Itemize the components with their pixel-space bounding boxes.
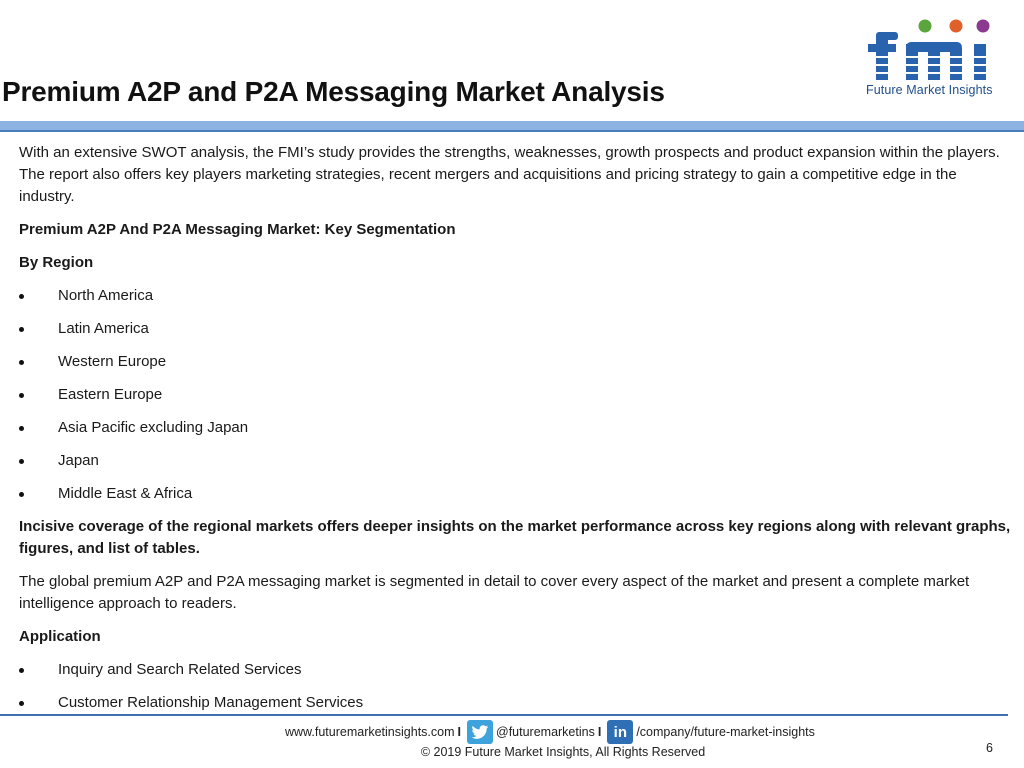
region-list-item: Japan bbox=[19, 450, 1011, 472]
application-list-item: Customer Relationship Management Services bbox=[19, 692, 1011, 714]
linkedin-link[interactable]: /company/future-market-insights bbox=[636, 725, 815, 739]
footer-contact-line bbox=[285, 721, 815, 743]
region-list-item: Latin America bbox=[19, 318, 1011, 340]
region-list-item: Western Europe bbox=[19, 351, 1011, 373]
logo-icon-person bbox=[950, 20, 963, 33]
logo-letter-i bbox=[974, 44, 986, 80]
global-market-note: The global premium A2P and P2A messaging market is segmented in detail to cover every aspect of the market and present a complete market intelligence approach to readers. bbox=[19, 573, 970, 612]
region-list-item: Eastern Europe bbox=[19, 384, 1011, 406]
bullet-icon bbox=[19, 668, 24, 673]
region-heading: By Region bbox=[19, 254, 94, 271]
logo-icon-map bbox=[919, 20, 932, 33]
bullet-icon bbox=[19, 360, 24, 365]
application-heading: Application bbox=[19, 628, 101, 645]
copyright-text: © 2019 Future Market Insights, All Rights Reserved bbox=[420, 745, 706, 759]
bullet-icon bbox=[19, 327, 24, 332]
bullet-icon bbox=[19, 701, 24, 706]
bullet-icon bbox=[19, 459, 24, 464]
linkedin-icon[interactable]: in bbox=[607, 720, 633, 744]
bullet-icon bbox=[19, 294, 24, 299]
main-content bbox=[19, 142, 1011, 725]
region-list-item: Middle East & Africa bbox=[19, 483, 1011, 505]
bullet-icon bbox=[19, 426, 24, 431]
logo-tagline: Future Market Insights bbox=[866, 83, 993, 97]
title-divider-accent bbox=[0, 130, 1024, 132]
twitter-icon[interactable] bbox=[467, 720, 493, 744]
region-list-item: North America bbox=[19, 285, 1011, 307]
website-link[interactable]: www.futuremarketinsights.com bbox=[285, 725, 455, 739]
logo-icon-cart bbox=[977, 20, 990, 33]
footer-separator: I bbox=[597, 725, 602, 739]
footer-divider bbox=[0, 714, 1008, 716]
footer-separator: I bbox=[457, 725, 461, 739]
bullet-icon bbox=[19, 492, 24, 497]
bullet-icon bbox=[19, 393, 24, 398]
intro-paragraph: With an extensive SWOT analysis, the FMI’s study provides the strengths, weaknesses, growth prospects and product expansion within the players. The report also offers key players marketing strategies, recent mergers and acquisitions and pricing strategy to gain a competitive edge in the industry. bbox=[19, 144, 1000, 205]
region-list-item: Asia Pacific excluding Japan bbox=[19, 417, 1011, 439]
twitter-handle[interactable]: @futuremarketins bbox=[496, 725, 595, 739]
title-divider bbox=[0, 121, 1024, 130]
page-title: Premium A2P and P2A Messaging Market Analysis bbox=[2, 76, 665, 107]
page-number: 6 bbox=[986, 741, 993, 755]
segmentation-heading: Premium A2P And P2A Messaging Market: Key Segmentation bbox=[19, 221, 456, 238]
regional-coverage-note: Incisive coverage of the regional markets offers deeper insights on the market performance across key regions along with relevant graphs, figures, and list of tables. bbox=[19, 518, 1011, 557]
twitter-bird-glyph bbox=[471, 725, 489, 740]
application-list-item: Inquiry and Search Related Services bbox=[19, 659, 1011, 681]
